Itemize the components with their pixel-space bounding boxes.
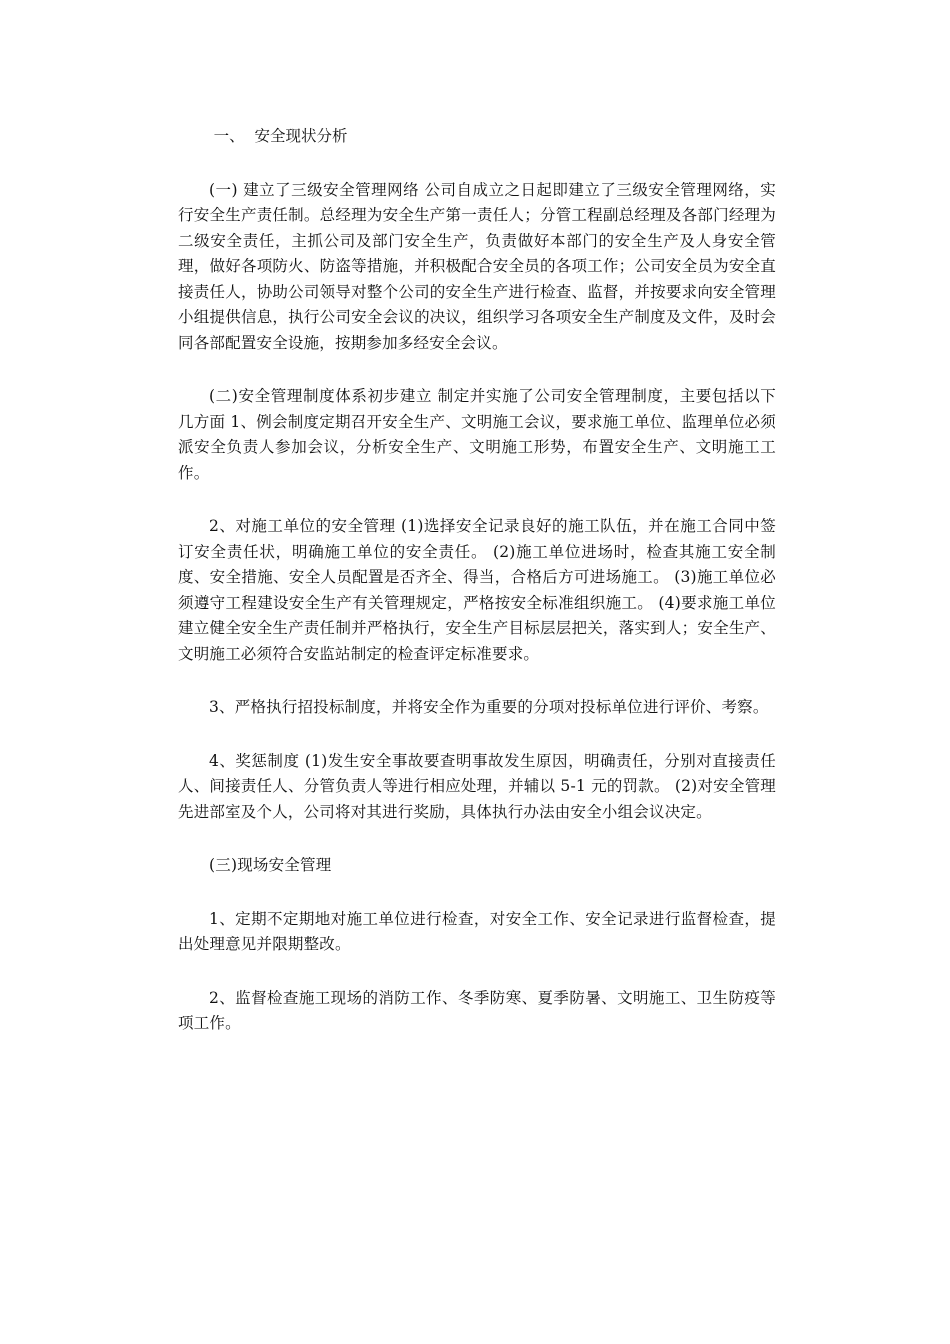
paragraph-management-system: (二)安全管理制度体系初步建立 制定并实施了公司安全管理制度，主要包括以下几方面 1、例会制度定期召开安全生产、文明施工会议，要求施工单位、监理单位必须派安全负责人参加会议，分析安全生产、文明施工形势，布置安全生产、文明施工工作。: [178, 387, 776, 482]
paragraph-three-level-network: (一) 建立了三级安全管理网络 公司自成立之日起即建立了三级安全管理网络，实行安全生产责任制。总经理为安全生产第一责任人；分管工程副总经理及各部门经理为二级安全责任，主抓公司及部门安全生产，负责做好本部门的安全生产及人身安全管理，做好各项防火、防盗等措施，并积极配合安全员的各项工作；公司安全员为安全直接责任人，协助公司领导对整个公司的安全生产进行检查、监督，并按要求向安全管理小组提供信息，执行公司安全会议的决议，组织学习各项安全生产制度及文件，及时会同各部配置安全设施，按期参加多经安全会议。: [178, 180, 776, 352]
paragraph-site-supervision: 2、监督检查施工现场的消防工作、冬季防寒、夏季防暑、文明施工、卫生防疫等项工作。: [178, 988, 776, 1032]
document-body: [178, 124, 776, 1065]
paragraph-rewards-penalties: 4、奖惩制度 (1)发生安全事故要查明事故发生原因，明确责任，分别对直接责任人、间接责任人、分管负责人等进行相应处理，并辅以 5-1 元的罚款。 (2)对安全管理先进部室及个人，公司将对其进行奖励，具体执行办法由安全小组会议决定。: [178, 751, 776, 821]
paragraph-site-safety-heading: (三)现场安全管理: [209, 856, 332, 874]
paragraph-bidding-system: 3、严格执行招投标制度，并将安全作为重要的分项对投标单位进行评价、考察。: [209, 698, 769, 716]
paragraph-contractor-management: 2、对施工单位的安全管理 (1)选择安全记录良好的施工队伍，并在施工合同中签订安全责任状，明确施工单位的安全责任。 (2)施工单位进场时，检查其施工安全制度、安全措施、安全人员配置是否齐全、得当，合格后方可进场施工。 (3)施工单位必须遵守工程建设安全生产有关管理规定，严格按安全标准组织施工。 (4)要求施工单位建立健全安全生产责任制并严格执行，安全生产目标层层把关，落实到人；安全生产、文明施工必须符合安监站制定的检查评定标准要求。: [178, 517, 776, 663]
paragraph-inspections: 1、定期不定期地对施工单位进行检查，对安全工作、安全记录进行监督检查，提出处理意见并限期整改。: [178, 909, 776, 953]
section-heading: 一、 安全现状分析: [213, 127, 348, 145]
